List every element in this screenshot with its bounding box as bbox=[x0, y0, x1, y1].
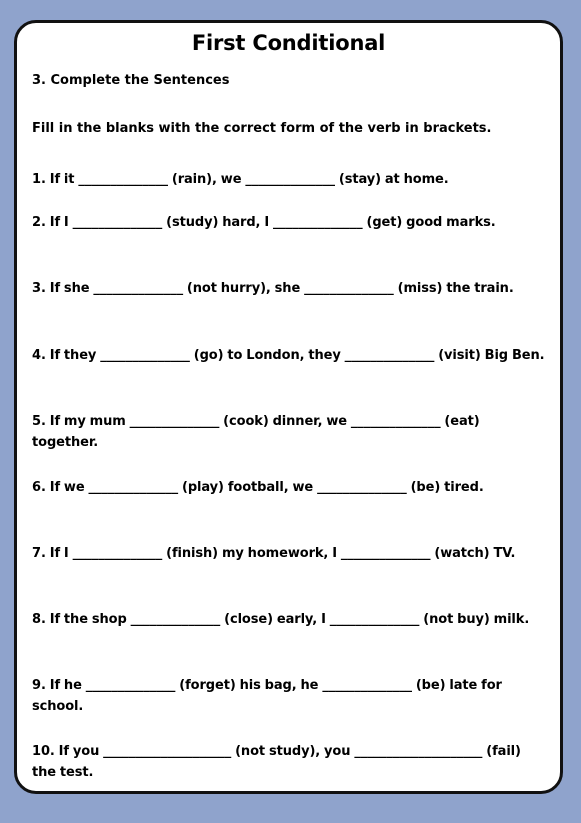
worksheet-card bbox=[14, 20, 563, 794]
exercise-item-9: 9. If he ______________ (forget) his bag, he ______________ (be) late for school. bbox=[32, 678, 502, 714]
exercise-item-8: 8. If the shop ______________ (close) early, I ______________ (not buy) milk. bbox=[32, 612, 530, 627]
exercise-item-6: 6. If we ______________ (play) football, we ______________ (be) tired. bbox=[32, 480, 484, 495]
exercise-item-2: 2. If I ______________ (study) hard, I ______________ (get) good marks. bbox=[32, 215, 496, 230]
exercise-item-4: 4. If they ______________ (go) to London, they ______________ (visit) Big Ben. bbox=[32, 348, 545, 363]
exercise-item-3: 3. If she ______________ (not hurry), she ______________ (miss) the train. bbox=[32, 281, 514, 296]
worksheet-title: First Conditional bbox=[191, 31, 386, 55]
section-heading: 3. Complete the Sentences bbox=[32, 73, 230, 88]
instruction-text: Fill in the blanks with the correct form of the verb in brackets. bbox=[32, 121, 492, 136]
exercise-item-5: 5. If my mum ______________ (cook) dinner, we ______________ (eat) together. bbox=[32, 414, 480, 450]
exercise-item-10: 10. If you ____________________ (not study), you ____________________ (fail) the test. bbox=[32, 744, 521, 780]
exercise-item-7: 7. If I ______________ (finish) my homework, I ______________ (watch) TV. bbox=[32, 546, 516, 561]
exercise-item-1: 1. If it ______________ (rain), we ______________ (stay) at home. bbox=[32, 172, 449, 187]
